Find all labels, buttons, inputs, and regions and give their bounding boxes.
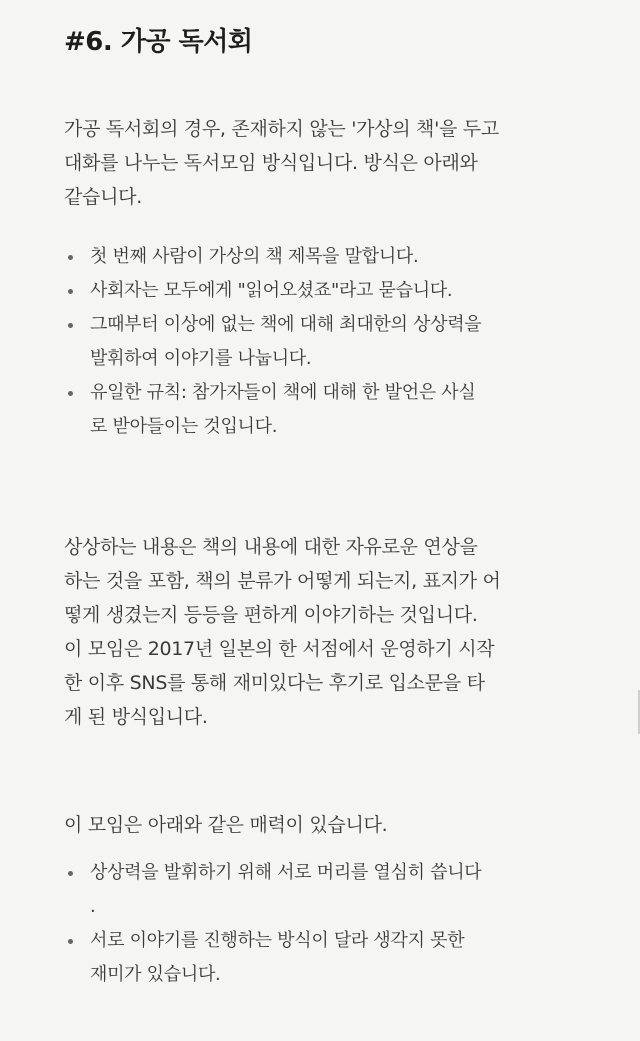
bullet-icon — [68, 323, 73, 328]
text-line: 유일한 규칙: 참가자들이 책에 대해 한 발언은 사실 — [90, 382, 476, 403]
text-line: 첫 번째 사람이 가상의 책 제목을 말합니다. — [90, 246, 419, 267]
appeal-intro-paragraph — [64, 808, 584, 842]
text-line: 상상하는 내용은 책의 내용에 대한 자유로운 연상을 — [64, 536, 478, 558]
bullet-icon — [68, 391, 73, 396]
list-item — [64, 924, 604, 992]
bullet-icon — [68, 289, 73, 294]
text-line: 그때부터 이상에 없는 책에 대해 최대한의 상상력을 — [90, 314, 482, 335]
text-line: 이 모임은 2017년 일본의 한 서점에서 운영하기 시작 — [64, 638, 495, 660]
text-line: . — [90, 896, 96, 917]
text-line: 로 받아들이는 것입니다. — [90, 416, 278, 437]
section-title: #6. 가공 독서회 — [64, 27, 253, 57]
intro-paragraph — [64, 112, 584, 214]
text-line: 하는 것을 포함, 책의 분류가 어떻게 되는지, 표지가 어 — [64, 570, 501, 592]
list-item — [64, 856, 604, 924]
list-item — [64, 376, 604, 444]
appeals-list — [64, 856, 604, 992]
list-item — [64, 308, 604, 376]
list-item — [64, 240, 604, 274]
text-line: 가공 독서회의 경우, 존재하지 않는 '가상의 책'을 두고 — [64, 118, 499, 140]
text-line: 이 모임은 아래와 같은 매력이 있습니다. — [64, 814, 388, 836]
text-line: 대화를 나누는 독서모임 방식입니다. 방식은 아래와 — [64, 152, 478, 174]
text-line: 떻게 생겼는지 등등을 편하게 이야기하는 것입니다. — [64, 604, 478, 626]
text-line: 서로 이야기를 진행하는 방식이 달라 생각지 못한 — [90, 930, 465, 951]
text-line: 재미가 있습니다. — [90, 964, 221, 985]
text-line: 같습니다. — [64, 186, 142, 208]
details-paragraph — [64, 530, 584, 734]
text-line: 발휘하여 이야기를 나눕니다. — [90, 348, 312, 369]
list-item — [64, 274, 604, 308]
bullet-icon — [68, 255, 73, 260]
bullet-icon — [68, 939, 73, 944]
text-line: 상상력을 발휘하기 위해 서로 머리를 열심히 씁니다 — [90, 862, 482, 883]
text-line: 게 된 방식입니다. — [64, 706, 208, 728]
bullet-icon — [68, 871, 73, 876]
text-line: 사회자는 모두에게 "읽어오셨죠"라고 묻습니다. — [90, 280, 453, 301]
text-line: 한 이후 SNS를 통해 재미있다는 후기로 입소문을 타 — [64, 672, 485, 694]
rules-list — [64, 240, 604, 444]
